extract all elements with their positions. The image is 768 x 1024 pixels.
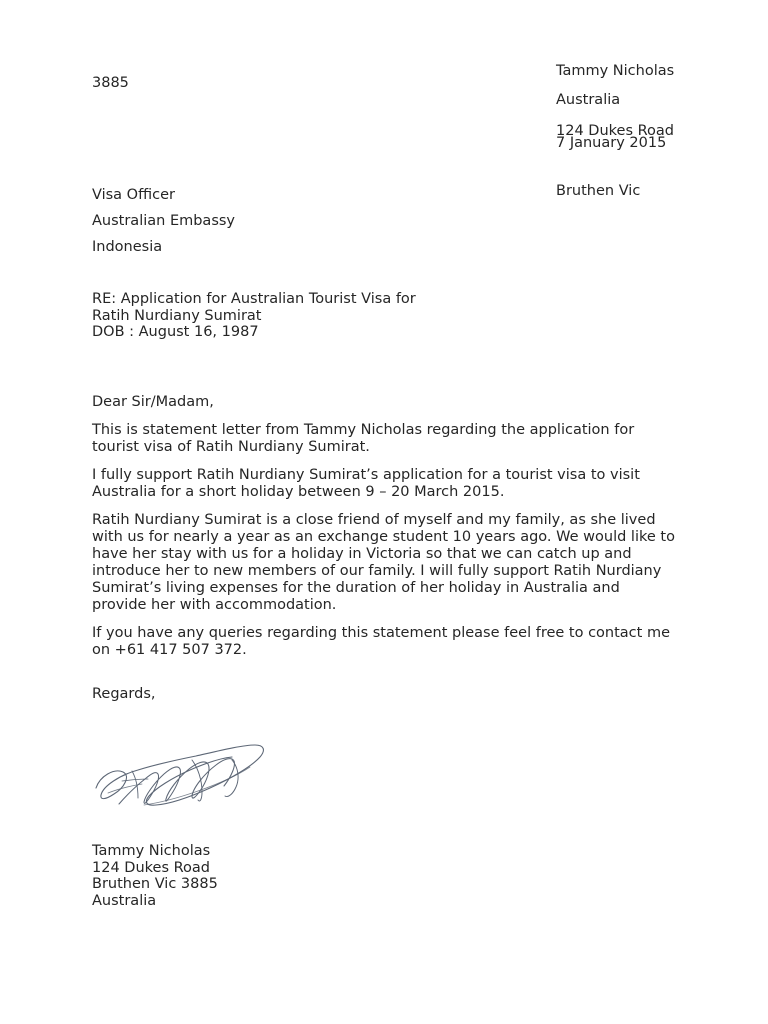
- letter-date: 7 January 2015: [556, 135, 667, 151]
- recipient-line-2: Australian Embassy: [92, 213, 236, 229]
- salutation: Dear Sir/Madam,: [92, 394, 214, 410]
- subject-line-2: Ratih Nurdiany Sumirat: [92, 307, 262, 324]
- closing-town: Bruthen Vic 3885: [92, 876, 218, 892]
- subject-line-1: RE: Application for Australian Tourist Visa for: [92, 291, 416, 307]
- subject-line-3: DOB : August 16, 1987: [92, 324, 259, 340]
- sender-name: Tammy Nicholas: [556, 63, 675, 79]
- closing-country: Australia: [92, 892, 157, 909]
- body-paragraph-3: Ratih Nurdiany Sumirat is a close friend of myself and my family, as she lived with us for nearly a year as an exchange student 10 years ago. We would like to have her stay with us for a holiday in Victoria so that we can catch up and introduce her to new members of our family. I will fully support Ratih Nurdiany Sumirat’s living expenses for the duration of her holiday in Australia and provide her with accommodation.: [92, 512, 675, 613]
- sender-country: Australia: [556, 92, 621, 108]
- sender-town: Bruthen Vic: [556, 183, 641, 199]
- recipient-line-1: Visa Officer: [92, 187, 175, 203]
- recipient-address-block: [92, 185, 235, 263]
- subject-block: [92, 291, 416, 341]
- letter-body: [92, 394, 678, 670]
- recipient-line-3: Indonesia: [92, 239, 163, 255]
- sender-address-block: [556, 21, 674, 241]
- closing-street: 124 Dukes Road: [92, 859, 210, 876]
- body-paragraph-2: I fully support Ratih Nurdiany Sumirat’s application for a tourist visa to visit Australia for a short holiday between 9 – 20 March 2015.: [92, 467, 640, 500]
- postcode-stray-text: 3885: [92, 75, 129, 91]
- sender-street: 124 Dukes Road: [556, 123, 674, 139]
- closing-salutation: Regards,: [92, 686, 156, 702]
- closing-address-block: [92, 843, 218, 909]
- closing-name: Tammy Nicholas: [92, 843, 211, 859]
- signature-image: [92, 726, 267, 812]
- body-paragraph-1: This is statement letter from Tammy Nicholas regarding the application for tourist visa of Ratih Nurdiany Sumirat.: [92, 422, 635, 455]
- body-paragraph-4: If you have any queries regarding this statement please feel free to contact me on +61 417 507 372.: [92, 625, 670, 658]
